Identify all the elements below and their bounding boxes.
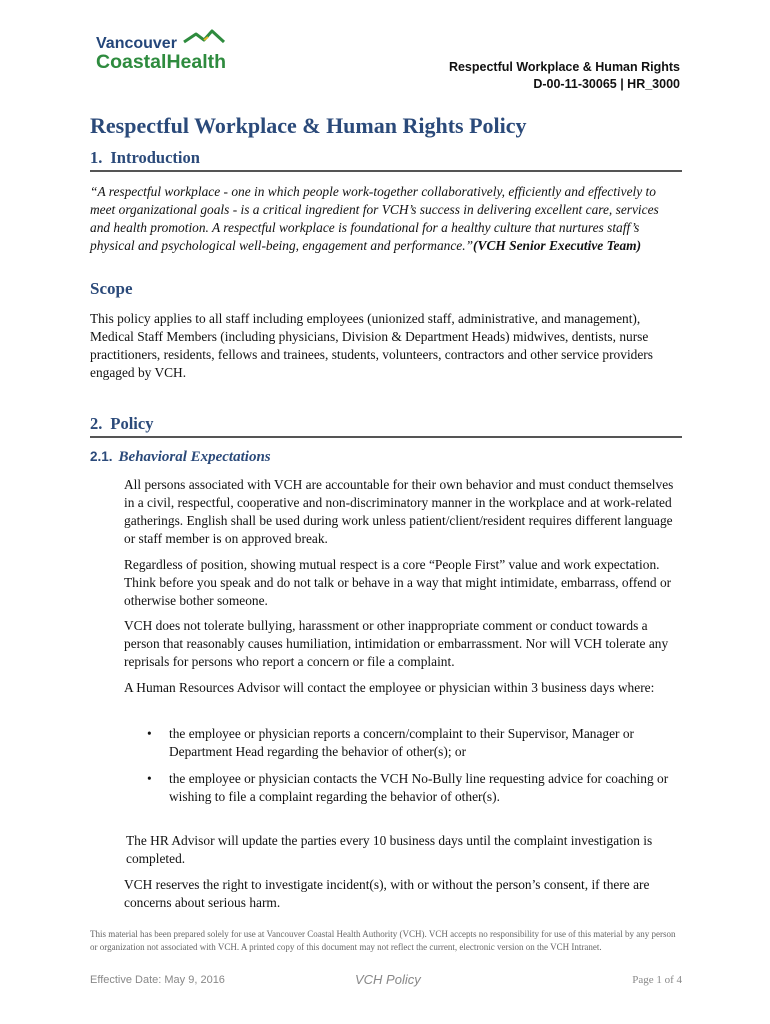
document-title: Respectful Workplace & Human Rights Policy — [90, 113, 527, 138]
scope-text: This policy applies to all staff including employees (unionized staff, administrative, and management), Medical Staff Members (including physicians, Division & Department Heads) midwives, dentists, nurse practitioners, residents, fellows and trainees, students, volunteers, contractors and other service providers engaged by VCH. — [90, 311, 653, 380]
subsection-2-1-number: 2.1. — [90, 449, 113, 464]
policy-paragraph-1: All persons associated with VCH are accountable for their own behavior and must conduct themselves in a civil, respectful, cooperative and non-discriminatory manner in the workplace and at work-related gatherings. English shall be used during work unless patient/client/resident requires different language or staff member is on approved break. — [124, 477, 674, 546]
section-1-heading — [90, 148, 682, 172]
section-2-heading — [90, 414, 682, 438]
bullet-icon: • — [147, 726, 152, 741]
policy-paragraph-3: VCH does not tolerate bullying, harassment or other inappropriate comment or conduct towards a person that reasonably causes humiliation, intimidation or embarrassment. Nor will VCH tolerate any reprisals for persons who report a concern or file a complaint. — [124, 618, 669, 669]
page-number: Page 1 of 4 — [632, 974, 682, 986]
footer-bar — [90, 972, 682, 992]
document-header — [449, 59, 680, 93]
section-2-number: 2. — [90, 414, 103, 433]
intro-quote — [90, 183, 676, 255]
effective-date: Effective Date: May 9, 2016 — [90, 974, 225, 986]
policy-paragraph-2: Regardless of position, showing mutual respect is a core “People First” value and work expectation. Think before you speak and do not talk or behave in a way that might intimidate, embarrass, offend or otherwise bother someone. — [124, 557, 672, 608]
header-code: D-00-11-30065 | HR_3000 — [533, 77, 680, 91]
section-1-title: Introduction — [110, 148, 200, 167]
bullet-item — [147, 770, 681, 806]
footer-policy-label: VCH Policy — [355, 972, 421, 987]
bullet-item — [147, 725, 681, 761]
section-2-title: Policy — [110, 414, 154, 433]
mountain-logo-icon — [96, 28, 256, 72]
intro-quote-text: “A respectful workplace - one in which people work-together collaboratively, efficiently and effectively to meet organizational goals - is a critical ingredient for VCH’s success in delivering excellent care, services and health promotion. A respectful workplace is foundational for a healthy culture that nurtures staff’s physical and psychological well-being, engagement and performance.” — [90, 184, 659, 253]
logo-line2: CoastalHealth — [96, 51, 227, 72]
subsection-2-1-title: Behavioral Expectations — [118, 449, 271, 465]
header-title: Respectful Workplace & Human Rights — [448, 60, 680, 74]
bullet-text: the employee or physician contacts the VCH No-Bully line requesting advice for coaching or wishing to file a complaint regarding the behavior of other(s). — [169, 771, 669, 804]
scope-heading: Scope — [90, 279, 133, 298]
logo-line1: Vancouver — [96, 35, 177, 52]
policy-paragraph-5: The HR Advisor will update the parties every 10 business days until the complaint investigation is completed. — [126, 833, 653, 866]
bullet-icon: • — [147, 771, 152, 786]
vch-logo — [96, 28, 256, 72]
section-1-number: 1. — [90, 148, 103, 167]
subsection-2-1-heading — [90, 449, 271, 466]
bullet-text: the employee or physician reports a concern/complaint to their Supervisor, Manager or Department Head regarding the behavior of other(s); or — [169, 726, 635, 759]
policy-paragraph-6: VCH reserves the right to investigate incident(s), with or without the person’s consent, if there are concerns about serious harm. — [124, 877, 650, 910]
intro-quote-attribution: (VCH Senior Executive Team) — [473, 238, 642, 253]
footer-disclaimer: This material has been prepared solely for use at Vancouver Coastal Health Authority (VCH). VCH accepts no responsibility for use of this material by any person or organization not associated with VCH. A printed copy of this document may not reflect the current, electronic version on the VCH Intranet. — [90, 929, 676, 952]
policy-paragraph-4: A Human Resources Advisor will contact the employee or physician within 3 business days where: — [124, 680, 655, 695]
